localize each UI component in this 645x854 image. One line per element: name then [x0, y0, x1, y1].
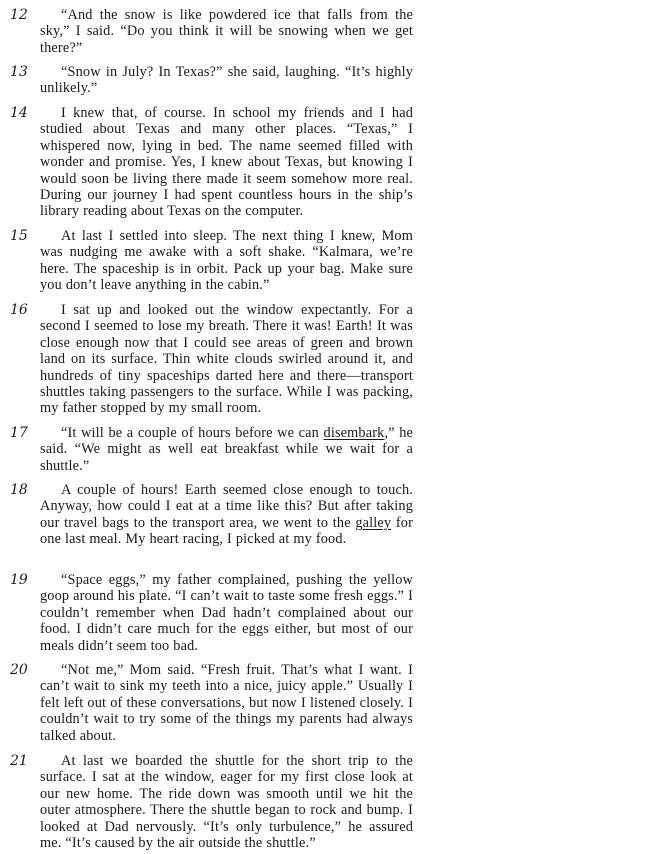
- paragraph-text: [40, 572, 413, 654]
- paragraph-number: 20: [10, 662, 28, 678]
- paragraph-text: [40, 662, 413, 744]
- paragraph-number: 15: [10, 228, 28, 244]
- text-segment: ,” he said. “We might as well eat breakfast while we wait for a shuttle.”: [40, 425, 413, 474]
- vocabulary-word-disembark: disembark: [323, 425, 385, 441]
- paragraph-number: 18: [10, 482, 28, 498]
- vocabulary-word-galley: galley: [355, 514, 392, 531]
- text-segment: “Not me,” Mom said. “Fresh fruit. That’s what I want. I can’t wait to sink my teeth into a nice, juicy apple.” Usually I felt left out of these conversations, but now I listened closely. I couldn’t wait to try some of the things my parents had always talked about.: [40, 662, 413, 744]
- paragraph-number: 12: [10, 7, 28, 23]
- paragraph-text: [40, 425, 413, 474]
- paragraph-text: [40, 482, 413, 548]
- paragraph-number: 13: [10, 64, 28, 80]
- paragraph-text: [40, 7, 413, 56]
- paragraph-text: [40, 753, 413, 851]
- paragraph-text: [40, 64, 413, 97]
- paragraph-number: 21: [10, 753, 28, 769]
- text-segment: I sat up and looked out the window expectantly. For a second I seemed to lose my breath. There it was! Earth! It was close enough now that I could see areas of green and brown land on its surface. Thin white clouds swirled around it, and hundreds of tiny spaceships darted here and there—transport shuttles taking passengers to the surface. While I was packing, my father stopped by my small room.: [40, 302, 413, 417]
- text-segment: “And the snow is like powdered ice that falls from the sky,” I said. “Do you think it will be snowing when we get there?”: [40, 7, 413, 56]
- text-segment: for one last meal. My heart racing, I picked at my food.: [40, 514, 414, 548]
- text-segment: “Space eggs,” my father complained, pushing the yellow goop around his plate. “I can’t wait to taste some fresh eggs.” I couldn’t remember when Dad hadn’t complained about our food. I didn’t care much for the eggs either, but most of our meals didn’t seem too bad.: [40, 572, 413, 654]
- text-segment: At last we boarded the shuttle for the short trip to the surface. I sat at the window, eager for my first close look at our new home. The ride down was smooth until we hit the outer atmosphere. There the shuttle began to rock and bump. I looked at Dad nervously. “It’s only turbulence,” he assured me. “It’s caused by the air outside the shuttle.”: [40, 753, 413, 852]
- paragraph-number: 16: [10, 302, 28, 318]
- text-segment: A couple of hours! Earth seemed close enough to touch. Anyway, how could I eat at a time like this? But after taking our travel bags to the transport area, we went to the: [40, 482, 413, 531]
- text-segment: I knew that, of course. In school my friends and I had studied about Texas and many other places. “Texas,” I whispered now, lying in bed. The name seemed filled with wonder and promise. Yes, I knew about Texas, but knowing I would soon be living there made it seem somehow more real. During our journey I had spent countless hours in the ship’s library reading about Texas on the computer.: [40, 105, 413, 220]
- text-segment: “Snow in July? In Texas?” she said, laughing. “It’s highly unlikely.”: [40, 64, 413, 97]
- paragraph-text: [40, 302, 413, 417]
- text-segment: “It will be a couple of hours before we can: [61, 425, 324, 441]
- paragraph-text: [40, 105, 413, 220]
- paragraph-number: 14: [10, 105, 28, 121]
- text-segment: At last I settled into sleep. The next thing I knew, Mom was nudging me awake with a soft shake. “Kalmara, we’re here. The spaceship is in orbit. Pack up your bag. Make sure you don’t leave anything in the cabin.”: [40, 228, 413, 294]
- paragraph-number: 19: [10, 572, 28, 588]
- paragraph-text: [40, 228, 413, 294]
- paragraph-number: 17: [10, 425, 28, 441]
